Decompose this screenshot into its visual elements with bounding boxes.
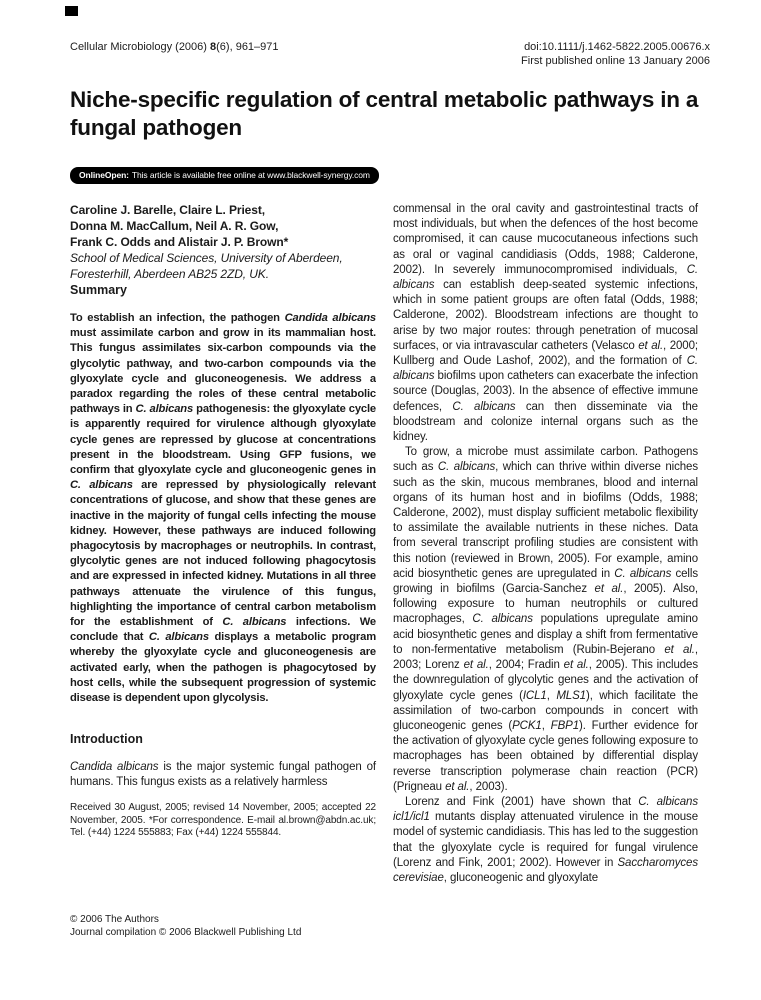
- body-paragraph: Lorenz and Fink (2001) have shown that C. albicans icl1/icl1 mutants display attenuated virulence in the mouse model of systemic candidiasis. This has led to the suggestion that the glyoxylate cycle is required for fungal virulence (Lorenz and Fink, 2001; 2002). However in Saccharomyces cerevisiae, gluconeogenic and glyoxylate: [393, 795, 698, 884]
- body-paragraph: To grow, a microbe must assimilate carbon. Pathogens such as C. albicans, which can thrive within diverse niches such as the skin, mucous membranes, blood and internal organs of its human host and in biofilms (Odds, 1988; Calderone, 2002), must display sufficient metabolic flexibility to assimilate the available nutrients in these niches. Data from several transcript profiling studies are consistent with this notion (reviewed in Brown, 2005). For example, amino acid biosynthetic genes are upregulated in C. albicans cells growing in biofilms (Garcia-Sanchez et al., 2005). Also, following exposure to human neutrophils or cultured macrophages, C. albicans populations upregulate amino acid biosynthetic genes and display a shift from fermentative to non-fermentative metabolism (Rubin-Bejerano et al., 2003; Lorenz et al., 2004; Fradin et al., 2005). This includes the downregulation of glycolytic genes and the activation of glyoxylate cycle genes (ICL1, MLS1), which facilitate the assimilation of two-carbon compounds in concert with gluconeogenic genes (PCK1, FBP1). Further evidence for the activation of glyoxylate cycle genes following exposure to macrophages has been obtained by differential display reverse transcription polymerase chain reaction (PCR) (Prigneau et al., 2003).: [393, 446, 698, 793]
- summary-heading: Summary: [70, 283, 127, 297]
- page-header: [70, 41, 710, 68]
- summary-text: To establish an infection, the pathogen Candida albicans must assimilate carbon and grow in its mammalian host. This fungus assimilates six-carbon compounds via the glycolytic pathway, and two-carbon compounds via the glyoxylate cycle and gluconeogenesis. We address a paradox regarding the roles of these central metabolic pathways in C. albicans pathogenesis: the glyoxylate cycle is apparently required for virulence although glyoxylate cycle genes are repressed by glucose at concentrations present in the bloodstream. Using GFP fusions, we confirm that glyoxylate cycle and gluconeogenic genes in C. albicans are repressed by physiologically relevant concentrations of glucose, and show that these genes are inactive in the majority of fungal cells infecting the mouse kidney. However, these pathways are induced following phagocytosis by macrophages or neutrophils. In contrast, glycolytic genes are not induced following phagocytosis and are expressed in infected kidney. Mutations in all three pathways attenuate the virulence of this fungus, highlighting the importance of central carbon metabolism for the establishment of C. albicans infections. We conclude that C. albicans displays a metabolic program whereby the glyoxylate cycle and gluconeogenesis are activated early, when the pathogen is phagocytosed by host cells, while the subsequent progression of systemic disease is dependent upon glycolysis.: [70, 312, 376, 705]
- two-column-body: [70, 202, 698, 886]
- author-line: Caroline J. Barelle, Claire L. Priest,: [70, 203, 265, 217]
- author-list: [70, 202, 376, 250]
- open-access-text: This article is available free online at www.blackwell-synergy.com: [131, 170, 370, 180]
- paper-title: Niche-specific regulation of central metabolic pathways in a fungal pathogen: [70, 87, 699, 140]
- correspondence-footnote: Received 30 August, 2005; revised 14 November, 2005; accepted 22 November, 2005. *For correspondence. E-mail al.brown@abdn.ac.uk; Tel. (+44) 1224 555883; Fax (+44) 1224 555844.: [70, 802, 376, 839]
- open-access-badge: [70, 167, 379, 184]
- right-column: [393, 202, 698, 886]
- introduction-heading: Introduction: [70, 732, 143, 746]
- copyright-line: © 2006 The Authors: [70, 914, 159, 925]
- introduction-paragraph: Candida albicans is the major systemic fungal pathogen of humans. This fungus exists as a relatively harmless: [70, 761, 376, 789]
- body-paragraph: commensal in the oral cavity and gastrointestinal tracts of most individuals, but when the defences of the host become compromised, it can cause mucocutaneous infections such as oral or vaginal candidiasis (Odds, 1988; Calderone, 2002). In severely immunocompromised individuals, C. albicans can establish deep-seated systemic infections, which in some patient groups are often fatal (Odds, 1988; Calderone, 2002). Bloodstream infections are thought to arise by two major routes: through penetration of mucosal surfaces, or via intravascular catheters (Velasco et al., 2000; Kullberg and Oude Lashof, 2002), and the formation of C. albicans biofilms upon catheters can exacerbate the infection source (Douglas, 2003). In the absence of effective immune defences, C. albicans can then disseminate via the bloodstream and colonize internal organs such as the kidney.: [393, 203, 698, 444]
- header-right-block: [521, 41, 710, 68]
- affiliation: School of Medical Sciences, University of Aberdeen, Foresterhill, Aberdeen AB25 2ZD, UK.: [70, 251, 343, 281]
- copyright-notice: [70, 913, 301, 939]
- journal-citation: Cellular Microbiology (2006) 8(6), 961–971: [70, 41, 279, 53]
- doi-line: doi:10.1111/j.1462-5822.2005.00676.x: [524, 41, 710, 53]
- scan-artifact-mark: [65, 6, 78, 16]
- copyright-line: Journal compilation © 2006 Blackwell Publishing Ltd: [70, 927, 302, 938]
- first-published-line: First published online 13 January 2006: [521, 54, 710, 67]
- author-line: Frank C. Odds and Alistair J. P. Brown*: [70, 235, 289, 249]
- left-column: [70, 202, 376, 886]
- open-access-label: OnlineOpen:: [79, 170, 129, 180]
- author-line: Donna M. MacCallum, Neil A. R. Gow,: [70, 219, 279, 233]
